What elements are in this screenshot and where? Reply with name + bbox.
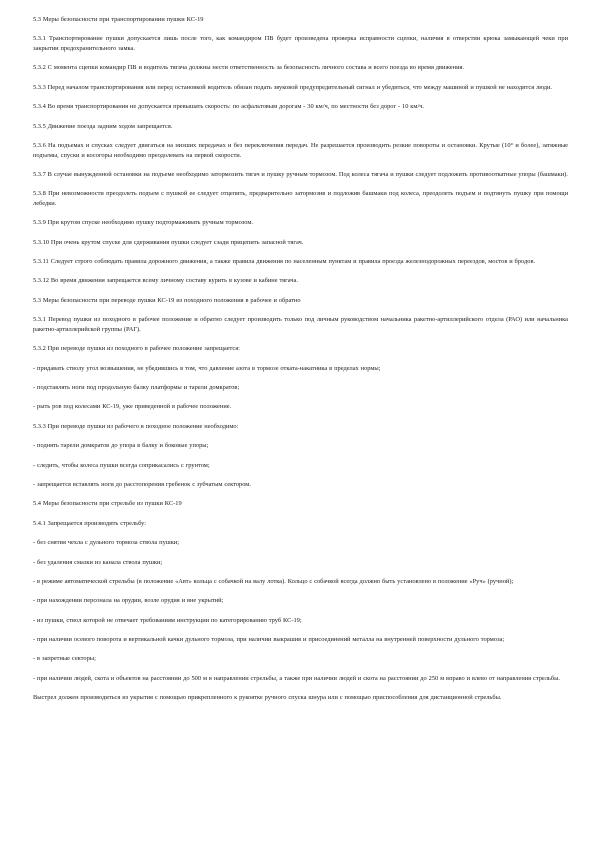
- list-item: - подставлять ноги под продольную балку платформы и тарели домкратов;: [33, 384, 240, 392]
- list-item: - при наличии осевого поворота и вертикальной качки дульного тормоза, при наличии выкрашив и присоединений металла на внутренней поверхности дульного тормоза;: [33, 636, 505, 644]
- list-item: - запрещается вставлять ноги до расстопорения гребенок с зубчатым сектором.: [33, 480, 251, 488]
- paragraph: 5.3.12 Во время движения запрещается всему личному составу курить в кузове и кабине тягача.: [33, 277, 298, 285]
- paragraph: 5.3.3 При переводе пушки из рабочего в походное положение необходимо:: [33, 422, 239, 430]
- list-item: - в режиме автоматической стрельбы (в положение «Авт» кольца с собачкой на валу лотка). Кольцо с собачкой всегда должно быть установлено в положение «Руч» (ручной);: [33, 577, 514, 585]
- list-item: - из пушки, ствол которой не отвечает требованиям инструкции по категорированию труб КС-19;: [33, 616, 302, 624]
- list-item: - без снятия чехла с дульного тормоза ствола пушки;: [33, 539, 180, 547]
- list-item: - при наличии людей, скота и объектов на расстоянии до 500 м в направлении стрельбы, а также при наличии людей и скота на расстоянии до 250 м вправо и влево от направления стрельбы.: [33, 674, 560, 682]
- document-page: [33, 15, 568, 713]
- paragraph: 5.3.10 При очень крутом спуске для сдерживания пушки следует сзади прицепить запасной тягач.: [33, 238, 304, 246]
- paragraph: 5.3.1 Транспортирование пушки допускается лишь после того, как командиром ПВ будет произведена проверка исправности сцепки, наличия в отверстии крюка замыкающей чеки при закрытии предохранительного замка.: [33, 35, 568, 52]
- paragraph: 5.3.11 Следует строго соблюдать правила дорожного движения, а также правила движения по населенным пунктам и правила проезда железнодорожных переездов, мостов и бродов.: [33, 258, 536, 266]
- section-heading-transport: 5.3 Меры безопасности при транспортировании пушки КС-19: [33, 16, 204, 23]
- paragraph: 5.3.7 В случае вынужденной остановки на подъеме необходимо затормозить тягач и пушку ручным тормозом. Под колеса тягача и пушки следует подложить противооткатные упоры (башмаки).: [33, 170, 568, 178]
- paragraph: 5.4.1 Запрещается производить стрельбу:: [33, 519, 146, 527]
- paragraph: 5.3.4 Во время транспортирования не допускается превышать скорость: по асфальтовым дорогам - 30 км/ч, по местности без дорог - 10 км/ч.: [33, 103, 425, 111]
- list-item: - без удаления смазки из канала ствола пушки;: [33, 558, 163, 566]
- section-heading-firing: 5.4 Меры безопасности при стрельбе из пушки КС-19: [33, 500, 182, 508]
- section-heading-deployment: 5.3 Меры безопасности при переводе пушки КС-19 из походного положения в рабочее и обратно: [33, 296, 301, 304]
- paragraph: 5.3.9 При крутом спуске необходимо пушку подтормаживать ручным тормозом.: [33, 219, 253, 227]
- paragraph: 5.3.1 Перевод пушки из походного в рабочее положение и обратно следует производить только под личным руководством начальника ракетно-артиллерийского отдела (РАО) или начальника ракетно-артиллерийской группы (РАГ).: [33, 316, 568, 333]
- paragraph: 5.3.5 Движение поезда задним ходом запрещается.: [33, 122, 173, 130]
- list-item: - в запретные секторы;: [33, 655, 96, 663]
- list-item: - поднять тарели домкратов до упора в балку и боковые упоры;: [33, 442, 209, 450]
- paragraph: 5.3.3 Перед началом транспортирования или перед остановкой водитель обязан подать звуковой предупредительный сигнал и убедиться, что между машиной и пушкой не находится люди.: [33, 83, 553, 91]
- paragraph: 5.3.6 На подъемах и спусках следует двигаться на низших передачах и без переключения передач. Не разрешается производить резкие повороты и остановки. Крутые (10° и более), затяжные подъемы, спуски и косогоры необходимо преодолевать на первой скорости.: [33, 141, 568, 159]
- list-item: - при нахождении персонала на орудии, возле орудия и вне укрытий;: [33, 597, 224, 605]
- list-item: - придавать стволу угол возвышения, не убедившись в том, что давление азота в тормозе отката-накатника в пределах нормы;: [33, 364, 381, 372]
- paragraph: Выстрел должен производиться из укрытия с помощью прикрепленного к рукоятке ручного спуска шнура или с помощью приспособления для дистанционной стрельбы.: [33, 694, 502, 702]
- list-item: - рыть ров под колесами КС-19, уже приведенной в рабочее положение.: [33, 403, 232, 411]
- paragraph: 5.3.2 С момента сцепки командир ПВ и водитель тягача должны нести ответственность за безопасность личного состава и всего поезда во время движения.: [33, 64, 465, 72]
- paragraph: 5.3.8 При невозможности преодолеть подъем с пушкой ее следует отцепить, предварительно затормозив и подложив башмаки под колеса, преодолеть подъем и подтянуть пушку при помощи лебедки.: [33, 190, 568, 207]
- paragraph: 5.3.2 При переводе пушки из походного в рабочее положение запрещается:: [33, 345, 240, 353]
- list-item: - следить, чтобы колеса пушки всегда соприкасались с грунтом;: [33, 461, 210, 469]
